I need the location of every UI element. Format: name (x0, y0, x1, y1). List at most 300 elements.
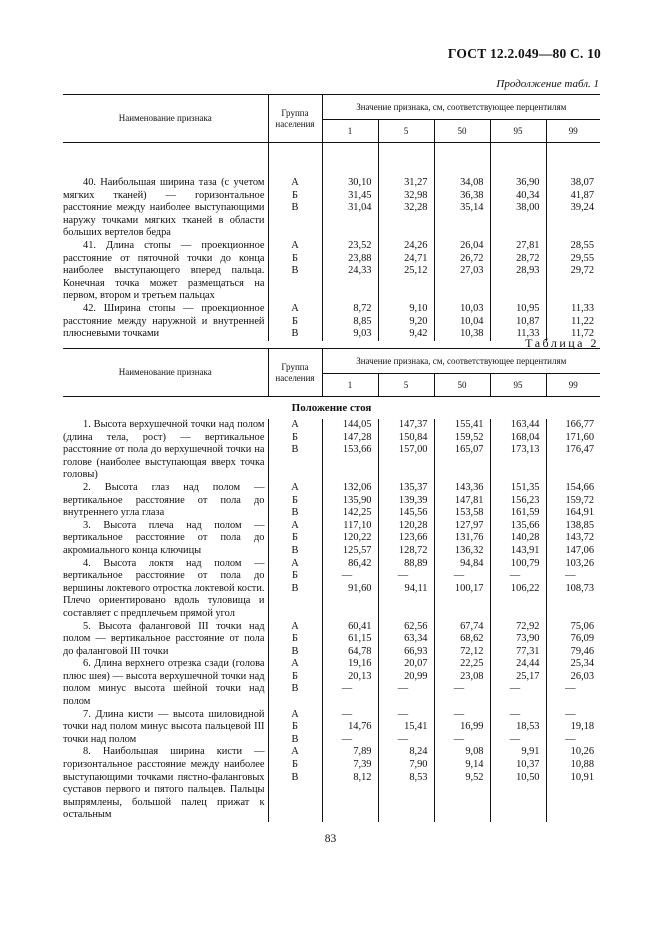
table-1-continuation (63, 94, 600, 341)
percentile-value: — (453, 708, 465, 720)
percentile-value: 34,08 (460, 177, 484, 188)
column-header-group: Группа населения (268, 95, 322, 143)
percentile-value: 28,55 (570, 239, 595, 251)
percentile-value: 10,50 (516, 771, 540, 783)
percentile-value-cell (378, 520, 434, 558)
population-group: Б (292, 494, 298, 506)
percentile-value: 154,66 (565, 481, 595, 493)
percentile-header: 1 (322, 120, 378, 143)
percentile-value: 159,72 (565, 494, 595, 506)
percentile-value: 24,71 (404, 252, 428, 264)
percentile-value: 123,66 (398, 532, 428, 544)
percentile-value-cell (378, 709, 434, 747)
percentile-value: 8,24 (409, 746, 428, 758)
percentile-value: 143,72 (565, 532, 595, 544)
population-group-cell (268, 621, 322, 659)
percentile-value-cell (490, 658, 546, 708)
percentile-value: 168,04 (510, 431, 540, 443)
percentile-value-cell (434, 658, 490, 708)
percentile-value: 91,60 (348, 582, 372, 594)
population-group: В (291, 507, 299, 519)
percentile-value: 165,07 (454, 444, 484, 456)
percentile-value-cell (378, 746, 434, 822)
percentile-value: 150,84 (398, 431, 428, 443)
percentile-value-cell (434, 240, 490, 303)
percentile-value: 38,00 (516, 202, 540, 214)
column-header-group: Группа населения (268, 349, 322, 397)
percentile-value-cell (546, 240, 600, 303)
percentile-value: 147,28 (342, 431, 372, 443)
percentile-value-cell (546, 482, 600, 520)
percentile-value: 9,14 (465, 759, 484, 771)
percentile-value: 166,77 (565, 419, 595, 430)
percentile-value: 27,81 (516, 239, 540, 251)
percentile-value-cell (378, 143, 434, 240)
percentile-value: 120,22 (342, 532, 372, 544)
percentile-value: 31,04 (348, 202, 372, 214)
percentile-value: 24,44 (516, 658, 540, 670)
percentile-value: — (341, 570, 353, 582)
percentile-value: 23,52 (348, 239, 372, 251)
percentile-value: 132,06 (342, 481, 372, 493)
percentile-value: 135,90 (342, 494, 372, 506)
percentile-value-cell (490, 746, 546, 822)
feature-name: 1. Высота верхушечной точки над полом (длина тела, рост) — вертикальное расстояние от пола до верхушечной точки на голове (наиболее выступающая вверх точка головы) (63, 419, 268, 482)
percentile-value: 7,90 (409, 759, 428, 771)
percentile-value-cell (434, 709, 490, 747)
feature-name: 7. Длина кисти — высота шиловидной точки над полом минус высота пальцевой III точки над полом (63, 709, 268, 747)
percentile-value: 8,12 (353, 771, 372, 783)
population-group: Б (292, 633, 298, 645)
continuation-caption: Продолжение табл. 1 (496, 78, 599, 90)
population-group: А (291, 557, 299, 569)
percentile-value: — (509, 708, 521, 720)
percentile-value-cell (322, 746, 378, 822)
percentile-value: 100,79 (510, 557, 540, 569)
percentile-value: 9,03 (353, 328, 372, 340)
percentile-value: 143,91 (510, 544, 540, 556)
percentile-value-cell (490, 419, 546, 482)
table-1-body (63, 143, 600, 341)
percentile-value: 10,87 (516, 315, 540, 327)
percentile-value-cell (546, 558, 600, 621)
percentile-value: 79,46 (570, 645, 595, 657)
table-row (63, 709, 600, 747)
feature-name: 6. Длина верхнего отрезка сзади (голова плюс шея) — высота верхушечной точки над полом минус высота шейной точки над полом (63, 658, 268, 708)
percentile-value-cell (434, 746, 490, 822)
percentile-header: 50 (434, 374, 490, 397)
percentile-value-cell (378, 303, 434, 341)
percentile-value: 135,37 (398, 481, 428, 493)
feature-name: 40. Наибольшая ширина таза (с учетом мягких тканей) — горизонтальное расстояние между наиболее выступающими наружу точками мягких тканей в области больших вертелов бедра (63, 143, 268, 240)
percentile-value-cell (434, 558, 490, 621)
population-group: В (291, 582, 299, 594)
percentile-value: 15,41 (404, 721, 428, 733)
percentile-value: 38,07 (570, 177, 595, 188)
percentile-value-cell (434, 520, 490, 558)
percentile-value: 73,90 (516, 633, 540, 645)
percentile-value: 20,13 (348, 670, 372, 682)
percentile-value: 10,91 (570, 771, 595, 783)
population-group-cell (268, 482, 322, 520)
percentile-value: 176,47 (565, 444, 595, 456)
percentile-value-cell (378, 482, 434, 520)
percentile-value: 31,45 (348, 189, 372, 201)
population-group: А (291, 419, 299, 430)
percentile-value-cell (546, 520, 600, 558)
percentile-value: 10,04 (460, 315, 484, 327)
column-header-name: Наименование признака (63, 349, 268, 397)
percentile-value: 28,93 (516, 265, 540, 277)
table-row (63, 746, 600, 822)
percentile-value-cell (546, 621, 600, 659)
percentile-value: 10,26 (570, 746, 595, 758)
percentile-header: 5 (378, 120, 434, 143)
percentile-value: 147,81 (454, 494, 484, 506)
percentile-value: 120,28 (398, 519, 428, 531)
percentile-value: 75,06 (570, 620, 595, 632)
percentile-value: 14,76 (348, 721, 372, 733)
table-row (63, 240, 600, 303)
percentile-header: 95 (490, 120, 546, 143)
percentile-value: 9,52 (465, 771, 484, 783)
percentile-value-cell (322, 303, 378, 341)
feature-name: 42. Ширина стопы — проекционное расстояние между наружной и внутренней плюсневыми точками (63, 303, 268, 341)
percentile-value: 7,89 (353, 746, 372, 758)
percentile-value: 24,26 (404, 239, 428, 251)
population-group-cell (268, 419, 322, 482)
table-2-caption: Таблица 2 (525, 336, 599, 350)
percentile-value: — (397, 708, 409, 720)
table-row (63, 621, 600, 659)
percentile-value-cell (546, 746, 600, 822)
percentile-value: 10,38 (460, 328, 484, 340)
percentile-value: 8,85 (353, 315, 372, 327)
percentile-header: 50 (434, 120, 490, 143)
percentile-value: 20,99 (404, 670, 428, 682)
percentile-value-cell (546, 709, 600, 747)
table-row (63, 143, 600, 240)
percentile-value-cell (378, 658, 434, 708)
population-group: Б (292, 570, 298, 582)
feature-name: 5. Высота фаланговой III точки над полом — вертикальное расстояние от пола до фаланговой III точки (63, 621, 268, 659)
percentile-value-cell (322, 621, 378, 659)
percentile-value: 103,26 (565, 557, 595, 569)
column-header-values: Значение признака, см, соответствующее перцентилям (322, 95, 600, 120)
percentile-value: 8,72 (353, 302, 372, 314)
table-row (63, 520, 600, 558)
percentile-value: 76,09 (570, 633, 595, 645)
population-group: А (291, 658, 299, 670)
percentile-value: 60,41 (348, 620, 372, 632)
percentile-value: 147,06 (565, 544, 595, 556)
percentile-value: 106,22 (510, 582, 540, 594)
percentile-value: 155,41 (454, 419, 484, 430)
percentile-value: 164,91 (565, 507, 595, 519)
percentile-value: 23,08 (460, 670, 484, 682)
percentile-value: 147,37 (398, 419, 428, 430)
percentile-value: 143,36 (454, 481, 484, 493)
percentile-value: 72,92 (516, 620, 540, 632)
population-group: Б (292, 189, 298, 201)
percentile-value: 88,89 (404, 557, 428, 569)
percentile-value: 125,57 (342, 544, 372, 556)
percentile-value-cell (546, 143, 600, 240)
percentile-value-cell (490, 520, 546, 558)
percentile-value: 138,85 (565, 519, 595, 531)
percentile-value: 9,91 (521, 746, 540, 758)
percentile-value: 19,18 (570, 721, 595, 733)
percentile-value: 67,74 (460, 620, 484, 632)
percentile-value: 173,13 (510, 444, 540, 456)
percentile-value: 11,22 (571, 315, 595, 327)
percentile-value: 117,10 (343, 519, 372, 531)
percentile-value: 29,72 (570, 265, 595, 277)
percentile-value: 144,05 (342, 419, 372, 430)
feature-name: 2. Высота глаз над полом — вертикальное расстояние от пола до внутреннего угла глаза (63, 482, 268, 520)
percentile-value: 151,35 (510, 481, 540, 493)
percentile-value: 86,42 (348, 557, 372, 569)
percentile-value: 72,12 (460, 645, 484, 657)
population-group: А (291, 620, 299, 632)
population-group-cell (268, 746, 322, 822)
percentile-value-cell (490, 143, 546, 240)
population-group: В (291, 771, 299, 783)
percentile-value: — (397, 733, 409, 745)
percentile-value: 9,10 (409, 302, 428, 314)
percentile-value-cell (322, 520, 378, 558)
population-group: В (291, 444, 299, 456)
table-2 (63, 348, 600, 822)
feature-name: 3. Высота плеча над полом — вертикальное расстояние от пола до акромиального конца ключицы (63, 520, 268, 558)
percentile-value-cell (490, 621, 546, 659)
percentile-value: 40,34 (516, 189, 540, 201)
percentile-value: 153,58 (454, 507, 484, 519)
percentile-value: — (565, 708, 576, 720)
percentile-value: — (453, 683, 465, 695)
percentile-value-cell (322, 709, 378, 747)
percentile-value: 25,34 (570, 658, 595, 670)
percentile-value: 20,07 (404, 658, 428, 670)
percentile-value: — (509, 570, 521, 582)
table-row (63, 658, 600, 708)
population-group: А (291, 519, 299, 531)
percentile-value-cell (490, 482, 546, 520)
percentile-value: 100,17 (454, 582, 484, 594)
feature-name: 8. Наибольшая ширина кисти — горизонтальное расстояние между наиболее выступающими точками пястно-фаланговых суставов первого и пятого пальцев. Пальцы выпрямлены, большой палец прижат к остальным (63, 746, 268, 822)
percentile-value: 11,33 (516, 328, 540, 340)
percentile-value: — (453, 570, 465, 582)
percentile-value: 10,88 (570, 759, 595, 771)
percentile-value: 22,25 (460, 658, 484, 670)
percentile-value: 156,23 (510, 494, 540, 506)
percentile-value: 24,33 (348, 265, 372, 277)
population-group: В (291, 733, 299, 745)
percentile-value-cell (546, 658, 600, 708)
population-group-cell (268, 240, 322, 303)
page-number: 83 (324, 833, 337, 845)
percentile-value-cell (322, 240, 378, 303)
table-row (63, 303, 600, 341)
percentile-value: 108,73 (565, 582, 595, 594)
percentile-value: 153,66 (342, 444, 372, 456)
feature-name: 41. Длина стопы — проекционное расстояние от пяточной точки до конца наиболее выступающего вперед пальца. Конечная точка может размещаться на первом, втором и третьем пальцах (63, 240, 268, 303)
percentile-value: 41,87 (570, 189, 595, 201)
percentile-value-cell (490, 240, 546, 303)
percentile-value: — (509, 683, 521, 695)
percentile-value: 23,88 (348, 252, 372, 264)
percentile-value: 157,00 (398, 444, 428, 456)
percentile-value: 128,72 (398, 544, 428, 556)
percentile-value: 30,10 (348, 177, 372, 188)
percentile-value: 94,11 (404, 582, 428, 594)
percentile-value: 127,97 (454, 519, 484, 531)
percentile-header: 5 (378, 374, 434, 397)
population-group: А (291, 746, 299, 758)
column-header-name: Наименование признака (63, 95, 268, 143)
population-group: А (291, 302, 299, 314)
table-2-body (63, 397, 600, 823)
percentile-value: 136,32 (454, 544, 484, 556)
percentile-header: 1 (322, 374, 378, 397)
percentile-value: 7,39 (353, 759, 372, 771)
population-group: А (291, 239, 299, 251)
percentile-value-cell (490, 558, 546, 621)
percentile-value: — (565, 733, 576, 745)
percentile-value: 29,55 (570, 252, 595, 264)
population-group: В (291, 645, 299, 657)
table-row (63, 558, 600, 621)
population-group-cell (268, 658, 322, 708)
percentile-header: 99 (546, 374, 600, 397)
percentile-value: — (341, 683, 353, 695)
percentile-value: 77,31 (516, 645, 540, 657)
percentile-value-cell (322, 143, 378, 240)
population-group: В (291, 683, 299, 695)
percentile-value: 19,16 (348, 658, 372, 670)
percentile-value-cell (378, 558, 434, 621)
population-group: Б (292, 252, 298, 264)
percentile-value-cell (322, 419, 378, 482)
table-row (63, 482, 600, 520)
section-title: Положение стоя (291, 401, 372, 414)
population-group: А (291, 177, 299, 188)
table-row (63, 419, 600, 482)
percentile-value: 63,34 (404, 633, 428, 645)
population-group: В (291, 544, 299, 556)
percentile-value: 171,60 (565, 431, 595, 443)
percentile-value: 10,03 (460, 302, 484, 314)
percentile-value: — (565, 683, 576, 695)
percentile-value: 135,66 (510, 519, 540, 531)
percentile-value: 68,62 (460, 633, 484, 645)
percentile-value: 25,12 (404, 265, 428, 277)
percentile-value: — (397, 683, 409, 695)
percentile-value: — (341, 708, 353, 720)
percentile-value: 39,24 (570, 202, 595, 214)
percentile-value: 159,52 (454, 431, 484, 443)
percentile-value: 9,08 (465, 746, 484, 758)
percentile-value: — (509, 733, 521, 745)
percentile-value: 10,37 (516, 759, 540, 771)
percentile-value: 131,76 (454, 532, 484, 544)
population-group-cell (268, 709, 322, 747)
percentile-value: 26,72 (460, 252, 484, 264)
percentile-value-cell (546, 419, 600, 482)
percentile-value: 61,15 (348, 633, 372, 645)
percentile-value: 11,33 (571, 302, 595, 314)
population-group: В (291, 202, 299, 214)
population-group-cell (268, 558, 322, 621)
percentile-value: 18,53 (516, 721, 540, 733)
percentile-header: 99 (546, 120, 600, 143)
percentile-value-cell (322, 558, 378, 621)
percentile-value-cell (378, 621, 434, 659)
percentile-value: 145,56 (398, 507, 428, 519)
percentile-value-cell (434, 303, 490, 341)
population-group: Б (292, 532, 298, 544)
percentile-value: 66,93 (404, 645, 428, 657)
population-group-cell (268, 143, 322, 240)
percentile-value-cell (434, 621, 490, 659)
percentile-value-cell (322, 482, 378, 520)
population-group-cell (268, 520, 322, 558)
percentile-value-cell (434, 143, 490, 240)
percentile-value: 142,25 (342, 507, 372, 519)
population-group: Б (292, 759, 298, 771)
percentile-value: 32,98 (404, 189, 428, 201)
population-group: В (291, 265, 299, 277)
percentile-value: 31,27 (404, 177, 428, 188)
percentile-value: 32,28 (404, 202, 428, 214)
population-group: А (291, 481, 299, 493)
percentile-value: 10,95 (516, 302, 540, 314)
percentile-value: 11,72 (571, 328, 595, 340)
percentile-value: 163,44 (510, 419, 540, 430)
percentile-value: 9,20 (409, 315, 428, 327)
percentile-value: 26,04 (460, 239, 484, 251)
document-code: ГОСТ 12.2.049—80 С. 10 (447, 46, 601, 61)
population-group: В (291, 328, 299, 340)
percentile-value: 62,56 (404, 620, 428, 632)
percentile-value: 26,03 (570, 670, 595, 682)
percentile-header: 95 (490, 374, 546, 397)
percentile-value: — (565, 570, 576, 582)
percentile-value-cell (378, 240, 434, 303)
percentile-value: 140,28 (510, 532, 540, 544)
percentile-value: — (341, 733, 353, 745)
population-group: А (291, 708, 299, 720)
percentile-value-cell (434, 482, 490, 520)
percentile-value: 28,72 (516, 252, 540, 264)
percentile-value: — (397, 570, 409, 582)
percentile-value: 64,78 (348, 645, 372, 657)
percentile-value: 35,14 (460, 202, 484, 214)
feature-name: 4. Высота локтя над полом — вертикальное расстояние от пола до вершины локтевого отростка локтевой кости. Плечо ориентировано вдоль туловища и составляет с предплечьем прямой угол (63, 558, 268, 621)
percentile-value-cell (434, 419, 490, 482)
population-group-cell (268, 303, 322, 341)
percentile-value: 9,42 (409, 328, 428, 340)
population-group: Б (292, 431, 298, 443)
percentile-value: 161,59 (510, 507, 540, 519)
population-group: Б (292, 315, 298, 327)
percentile-value: 27,03 (460, 265, 484, 277)
percentile-value-cell (490, 709, 546, 747)
percentile-value-cell (322, 658, 378, 708)
percentile-value: 16,99 (460, 721, 484, 733)
percentile-value: 25,17 (516, 670, 540, 682)
population-group: Б (292, 670, 298, 682)
